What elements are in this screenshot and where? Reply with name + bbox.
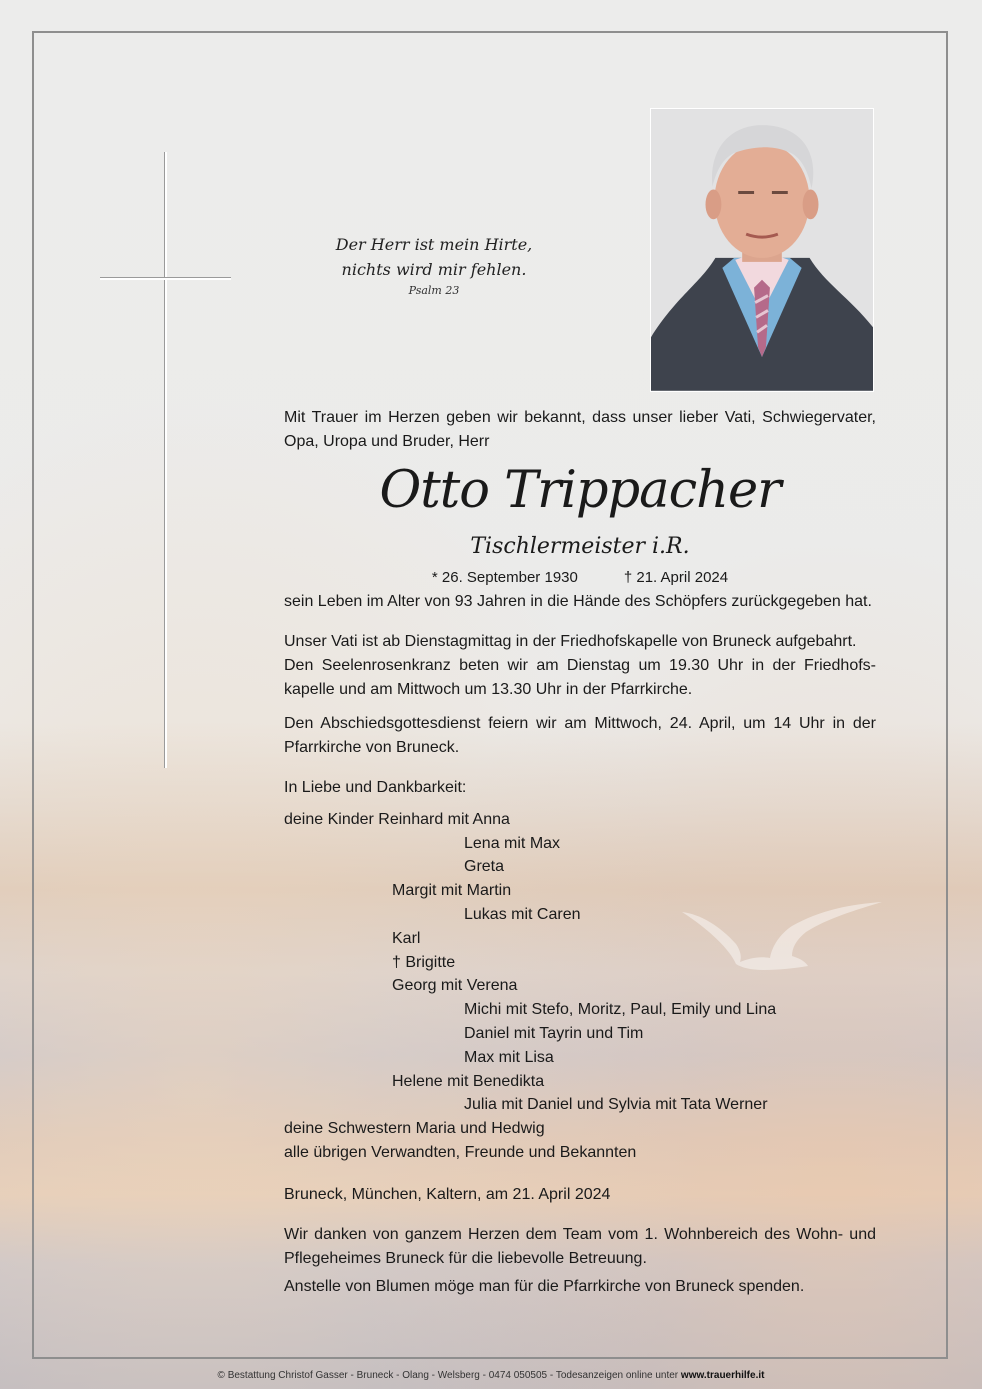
family-row: Michi mit Stefo, Moritz, Paul, Emily und Lina xyxy=(464,1001,777,1019)
portrait-photo xyxy=(650,108,874,392)
footer-text: © Bestattung Christof Gasser - Bruneck - Olang - Welsberg - 0474 050505 - Todesanzeigen online unter xyxy=(217,1370,679,1381)
portrait-image xyxy=(651,109,873,391)
deceased-name: Otto Trippacher xyxy=(379,461,781,520)
quote-line-2: nichts wird mir fehlen. xyxy=(341,260,527,279)
family-row: Georg mit Verena xyxy=(392,977,518,995)
death-date: † 21. April 2024 xyxy=(623,569,729,586)
birth-date: * 26. September 1930 xyxy=(431,569,578,586)
psalm-quote xyxy=(300,232,568,300)
life-dates xyxy=(284,566,876,590)
family-row: Max mit Lisa xyxy=(464,1048,554,1066)
quote-reference: Psalm 23 xyxy=(408,284,460,297)
family-row: deine Kinder Reinhard mit Anna xyxy=(284,810,510,828)
family-row: alle übrigen Verwandten, Freunde und Bekannten xyxy=(284,1143,637,1161)
thanks-text: Wir danken von ganzem Herzen dem Team vom 1. Wohnbereich des Wohn- und Pflegeheimes Bruneck für die liebevolle Betreuung. xyxy=(284,1225,876,1267)
family-row: Margit mit Martin xyxy=(392,882,512,900)
profession: Tischlermeister i.R. xyxy=(470,534,690,559)
family-row: Lena mit Max xyxy=(464,834,561,852)
family-row: deine Schwestern Maria und Hedwig xyxy=(284,1120,545,1138)
family-row: † Brigitte xyxy=(392,953,456,971)
family-row: Julia mit Daniel und Sylvia mit Tata Werner xyxy=(464,1096,768,1114)
footer-link[interactable]: www.trauerhilfe.it xyxy=(680,1370,765,1381)
viewing-text: Unser Vati ist ab Dienstagmittag in der Friedhofskapelle von Bruneck aufgebahrt. xyxy=(284,633,857,650)
obituary-content xyxy=(284,406,876,1299)
intro-text: Mit Trauer im Herzen geben wir bekannt, dass unser lieber Vati, Schwiegervater, Opa, Uropa und Bruder, Herr xyxy=(284,409,876,450)
quote-line-1: Der Herr ist mein Hirte, xyxy=(335,235,533,254)
service-text: Den Abschiedsgottesdienst feiern wir am Mittwoch, 24. April, um 14 Uhr in der Pfarrkirche von Bruneck. xyxy=(284,715,876,756)
rosary-text: Den Seelenrosenkranz beten wir am Dienstag um 19.30 Uhr in der Friedhofs- kapelle und am Mittwoch um 13.30 Uhr in der Pfarrkirche. xyxy=(284,657,876,698)
cross-vertical-bar xyxy=(164,152,167,768)
family-row: Helene mit Benedikta xyxy=(392,1072,545,1090)
family-row: Karl xyxy=(392,929,421,947)
family-heading: In Liebe und Dankbarkeit: xyxy=(284,779,467,796)
family-row: Daniel mit Tayrin und Tim xyxy=(464,1024,644,1042)
place-date: Bruneck, München, Kaltern, am 21. April 2024 xyxy=(284,1185,611,1203)
age-text: sein Leben im Alter von 93 Jahren in die Hände des Schöpfers zurückgegeben hat. xyxy=(284,593,872,610)
footer xyxy=(0,1369,982,1383)
flowers-text: Anstelle von Blumen möge man für die Pfarrkirche von Bruneck spenden. xyxy=(284,1277,805,1295)
cross-horizontal-bar xyxy=(100,277,231,280)
seagull-icon xyxy=(680,896,884,980)
family-row: Greta xyxy=(464,858,505,876)
family-row: Lukas mit Caren xyxy=(464,905,581,923)
